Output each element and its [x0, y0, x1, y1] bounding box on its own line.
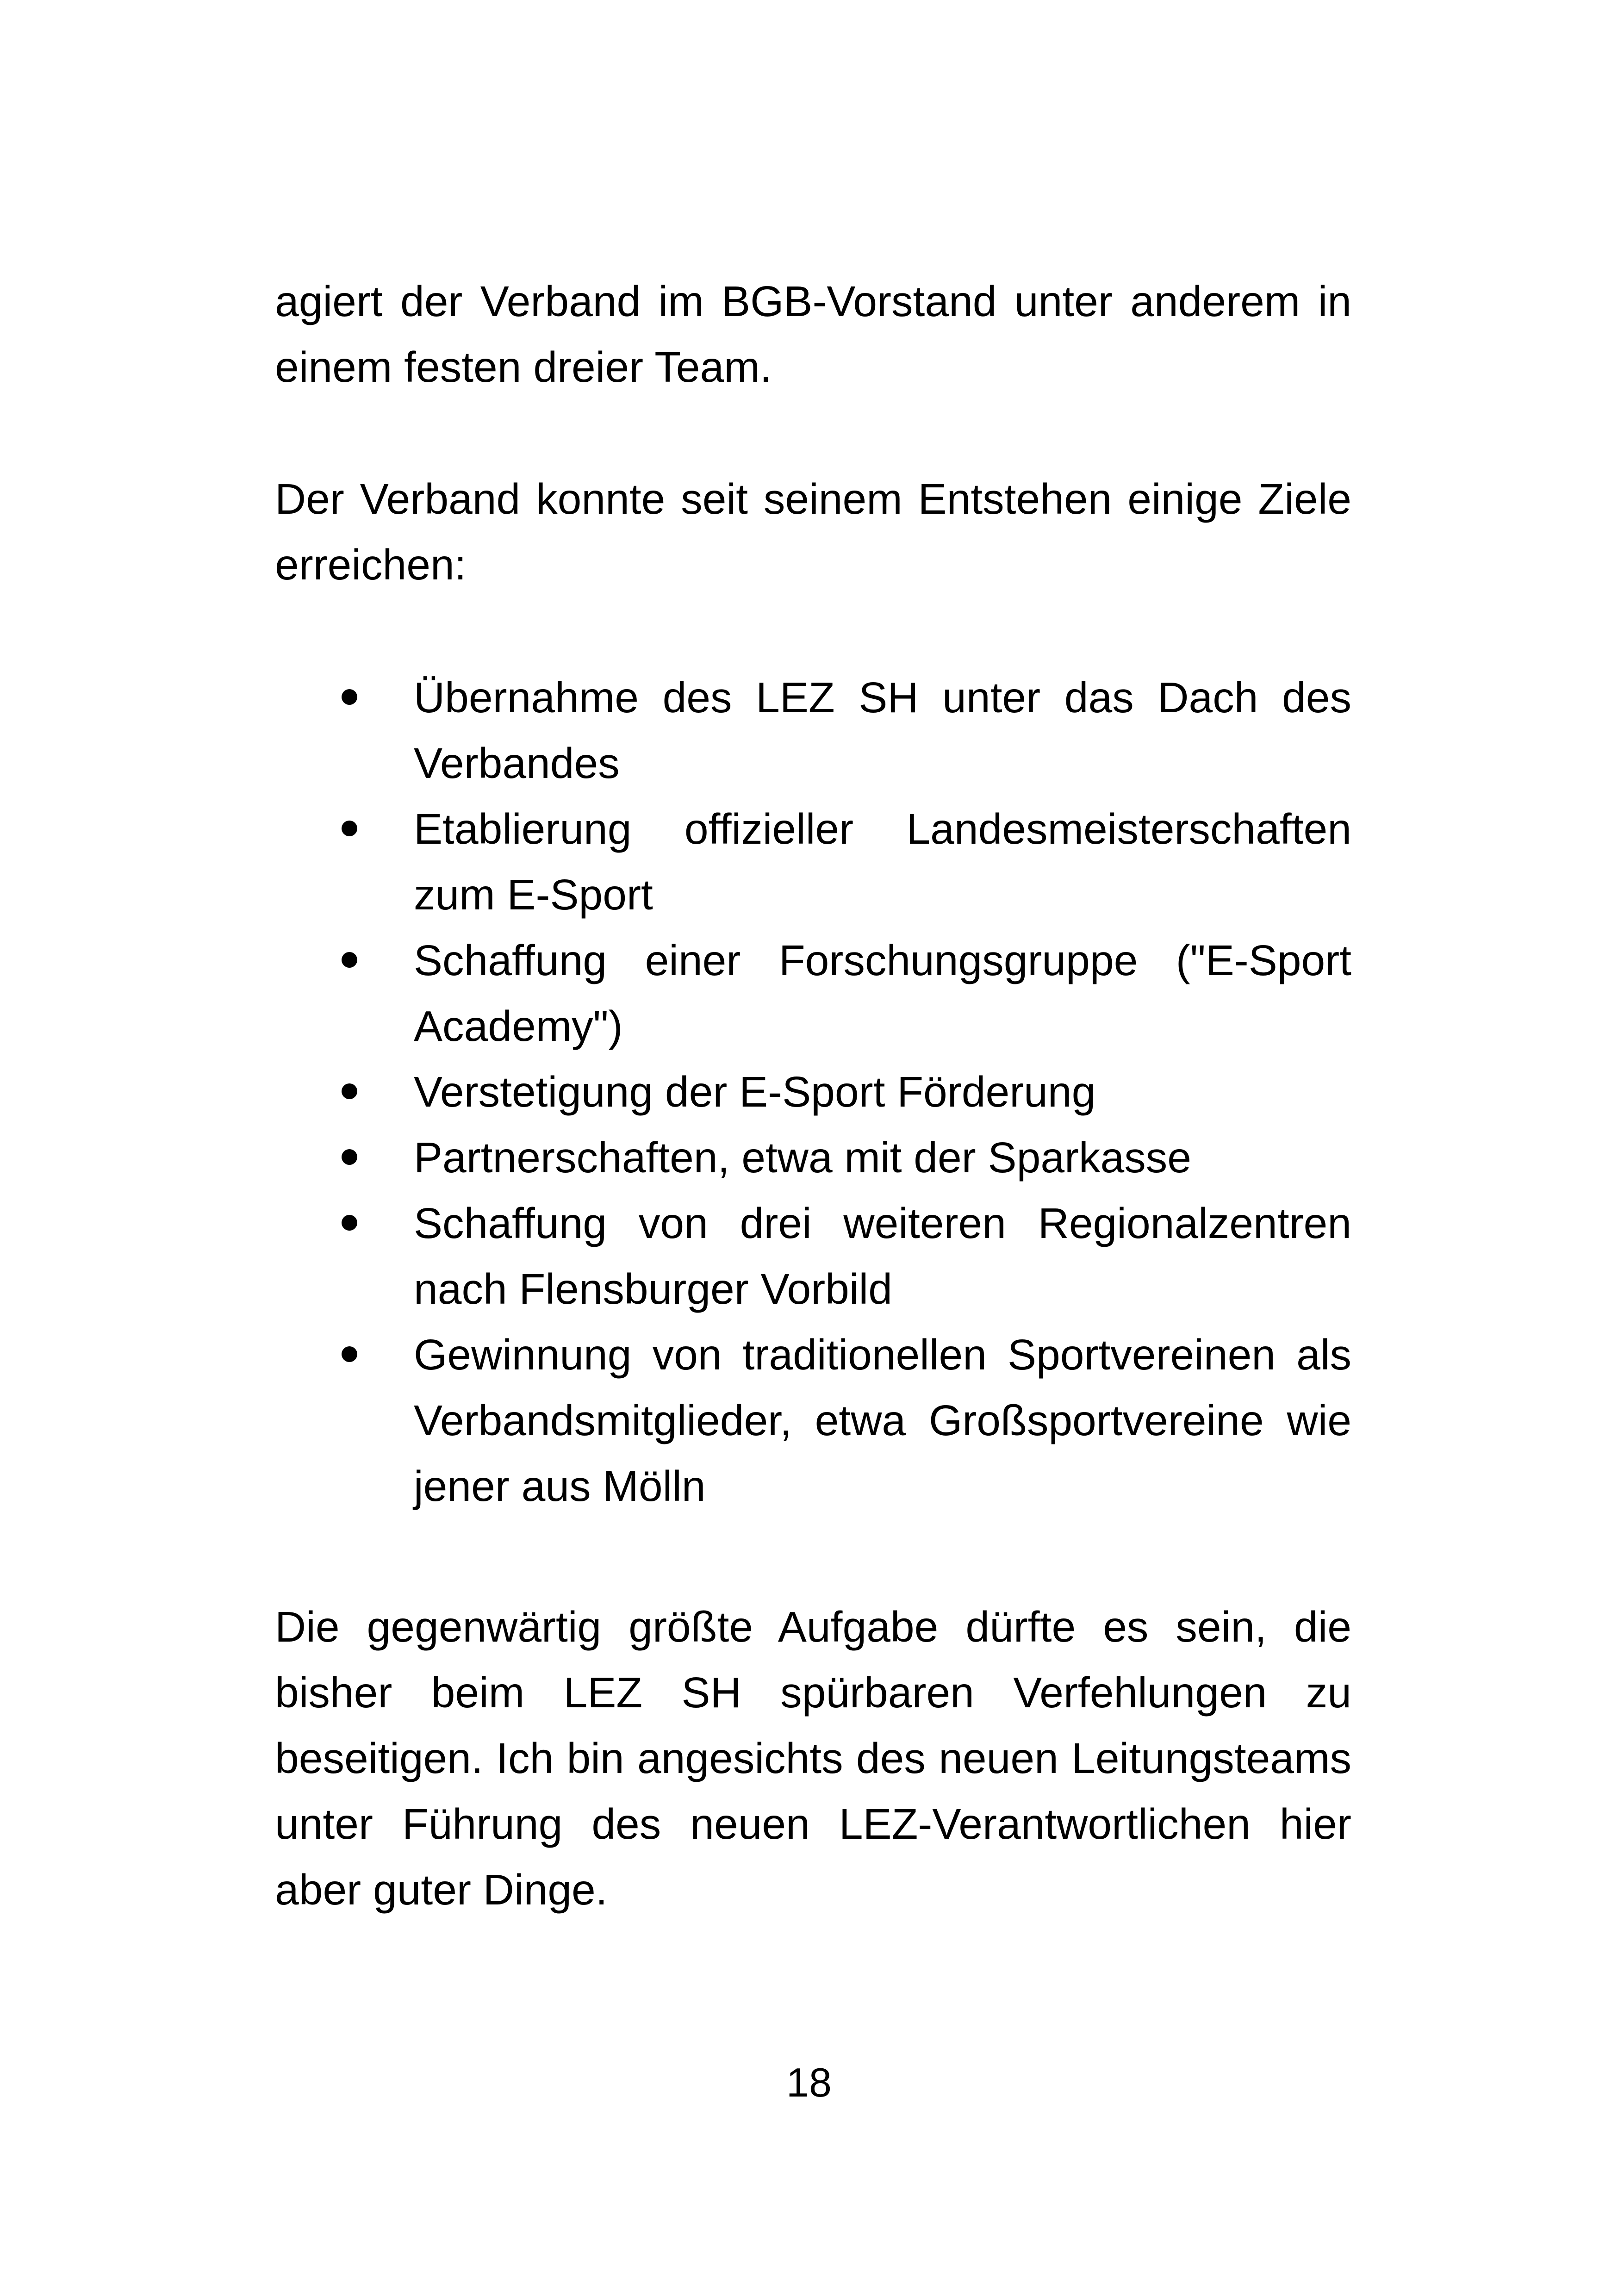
goals-bullet-list — [275, 665, 1351, 1519]
list-item — [275, 927, 1351, 1059]
bullet-icon — [342, 1215, 357, 1231]
list-item-text: Schaffung von drei weiteren Regionalzentren nach Flensburger Vorbild — [414, 1199, 1351, 1313]
list-item-text: Partnerschaften, etwa mit der Sparkasse — [414, 1133, 1191, 1182]
bullet-icon — [342, 689, 357, 705]
page-number: 18 — [786, 2060, 832, 2105]
bullet-icon — [342, 1346, 357, 1362]
bullet-icon — [342, 1083, 357, 1099]
list-item — [275, 1190, 1351, 1322]
list-item-text: Schaffung einer Forschungsgruppe ("E-Sport Academy") — [414, 936, 1351, 1050]
list-item — [275, 1059, 1351, 1125]
body-paragraph-outlook: Die gegenwärtig größte Aufgabe dürfte es sein, die bisher beim LEZ SH spürbaren Verfehlungen zu beseitigen. Ich bin angesichts des neuen Leitungsteams unter Führung des neuen LEZ-Verantwortlichen hier aber guter Dinge. — [275, 1603, 1351, 1914]
list-item — [275, 665, 1351, 796]
bullet-icon — [342, 821, 357, 836]
list-item-text: Verstetigung der E-Sport Förderung — [414, 1068, 1096, 1116]
body-paragraph-goals-intro: Der Verband konnte seit seinem Entstehen einige Ziele erreichen: — [275, 475, 1351, 589]
list-item-text: Gewinnung von traditionellen Sportvereinen als Verbandsmitglieder, etwa Großsportvereine wie jener aus Mölln — [414, 1331, 1351, 1510]
list-item — [275, 1125, 1351, 1190]
body-paragraph-intro: agiert der Verband im BGB-Vorstand unter anderem in einem festen dreier Team. — [275, 277, 1351, 391]
list-item — [275, 796, 1351, 927]
list-item — [275, 1322, 1351, 1519]
list-item-text: Übernahme des LEZ SH unter das Dach des Verbandes — [414, 673, 1351, 787]
bullet-icon — [342, 952, 357, 968]
bullet-icon — [342, 1149, 357, 1165]
list-item-text: Etablierung offizieller Landesmeisterschaften zum E-Sport — [414, 805, 1351, 919]
